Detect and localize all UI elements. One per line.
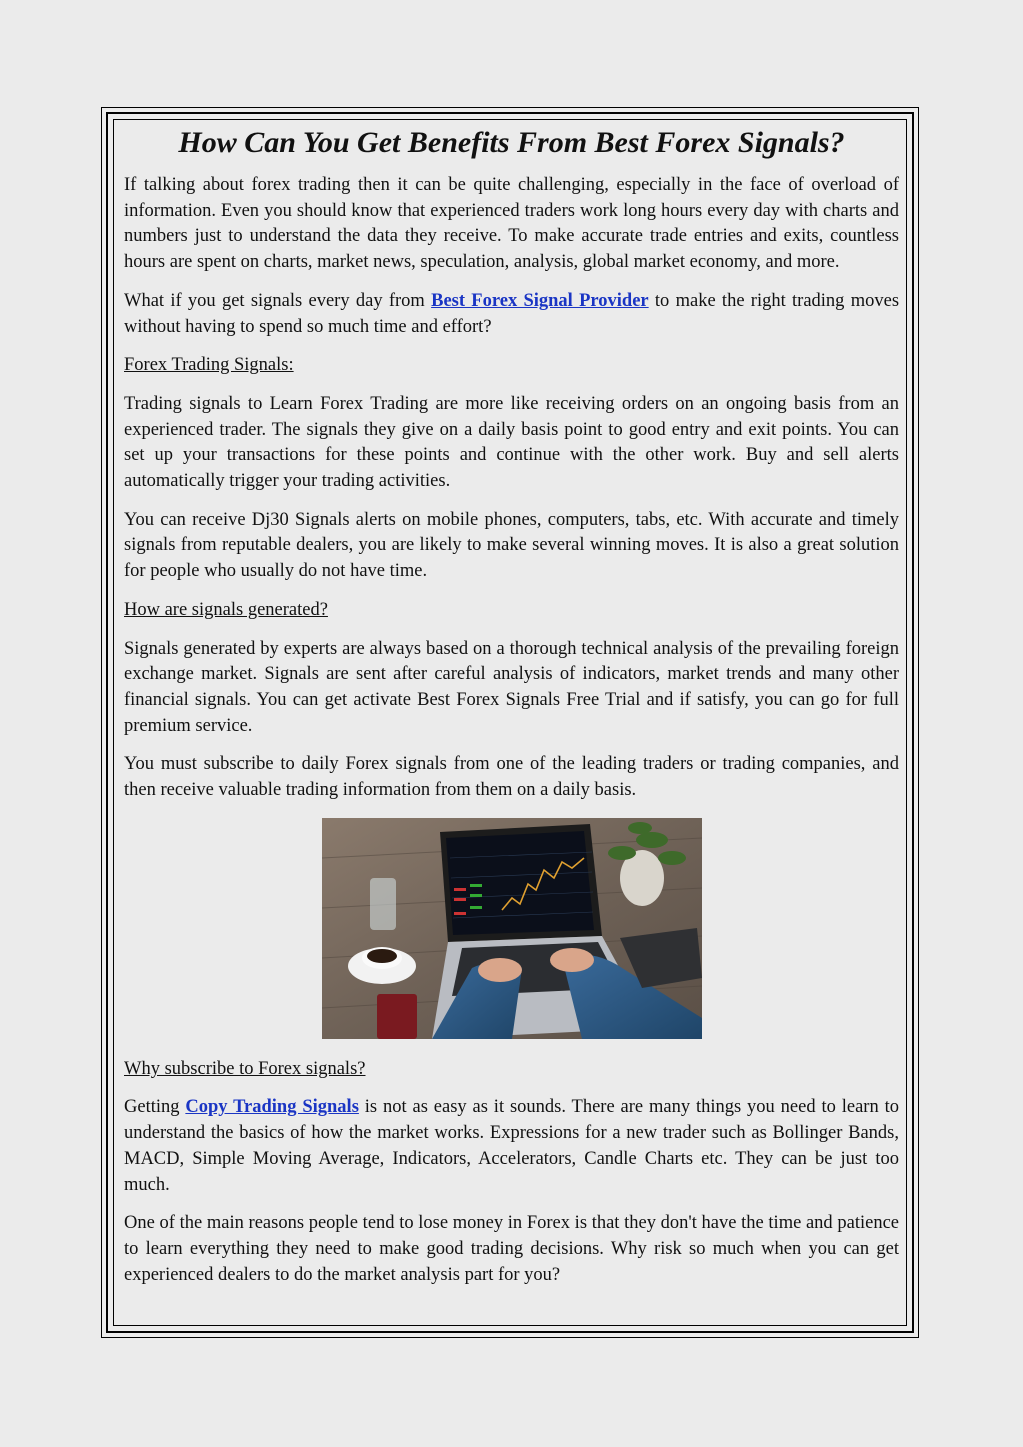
closing-paragraph: One of the main reasons people tend to lose money in Forex is that they don't have the time and patience to learn everything they need to make good trading decisions. Why risk so much when you can get experienced dealers to do the market analysis part for you? bbox=[124, 1213, 899, 1285]
provider-text-after: to make the right trading moves without having to spend so much time and effort? bbox=[124, 290, 900, 337]
trading-signals-paragraph: Trading signals to Learn Forex Trading are more like receiving orders on an ongoing basis from an experienced trader. The signals they give on a daily basis point to good entry and exit points. You can set up your transactions for these points and continue with the other work. Buy and sell alerts automatically trigger your trading activities. bbox=[124, 393, 899, 492]
document-content bbox=[124, 125, 899, 1301]
copy-trading-text-before: Getting bbox=[124, 1097, 186, 1118]
dj30-paragraph: You can receive Dj30 Signals alerts on mobile phones, computers, tabs, etc. With accurate and timely signals from reputable dealers, you are likely to make several winning moves. It is also a great solution for people who usually do not have time. bbox=[124, 509, 899, 582]
copy-trading-text-after: is not as easy as it sounds. There are many things you need to learn to understand the basics of how the market works. Expressions for a new trader such as Bollinger Bands, MACD, Simple Moving Average, Indicators, Accelerators, Candle Charts etc. They can be just too much. bbox=[124, 1097, 899, 1195]
best-forex-signal-provider-link[interactable]: Best Forex Signal Provider bbox=[431, 290, 649, 311]
provider-text-before: What if you get signals every day from bbox=[124, 290, 432, 311]
page-title: How Can You Get Benefits From Best Forex Signals? bbox=[178, 126, 845, 159]
copy-trading-paragraph bbox=[124, 1095, 899, 1198]
intro-paragraph: If talking about forex trading then it can be quite challenging, especially in the face of overload of information. Even you should know that experienced traders work long hours every day with charts and numbers just to understand the data they receive. To make accurate trade entries and exits, countless hours are spent on charts, market news, speculation, analysis, global market economy, and more. bbox=[124, 175, 899, 273]
signals-generated-paragraph: Signals generated by experts are always based on a thorough technical analysis of the prevailing foreign exchange market. Signals are sent after careful analysis of indicators, market trends and many other financial signals. You can get activate Best Forex Signals Free Trial and if satisfy, you can go for full premium service. bbox=[124, 638, 899, 736]
subscribe-paragraph: You must subscribe to daily Forex signals from one of the leading traders or trading companies, and then receive valuable trading information from them on a daily basis. bbox=[124, 754, 899, 801]
section-heading-how-generated: How are signals generated? bbox=[124, 599, 328, 620]
section-heading-why-subscribe: Why subscribe to Forex signals? bbox=[124, 1058, 366, 1079]
laptop-trading-photo bbox=[322, 818, 702, 1039]
copy-trading-signals-link[interactable]: Copy Trading Signals bbox=[185, 1097, 359, 1118]
provider-paragraph bbox=[124, 289, 899, 340]
section-heading-forex-trading-signals: Forex Trading Signals: bbox=[124, 355, 294, 376]
photo-container bbox=[124, 818, 899, 1039]
